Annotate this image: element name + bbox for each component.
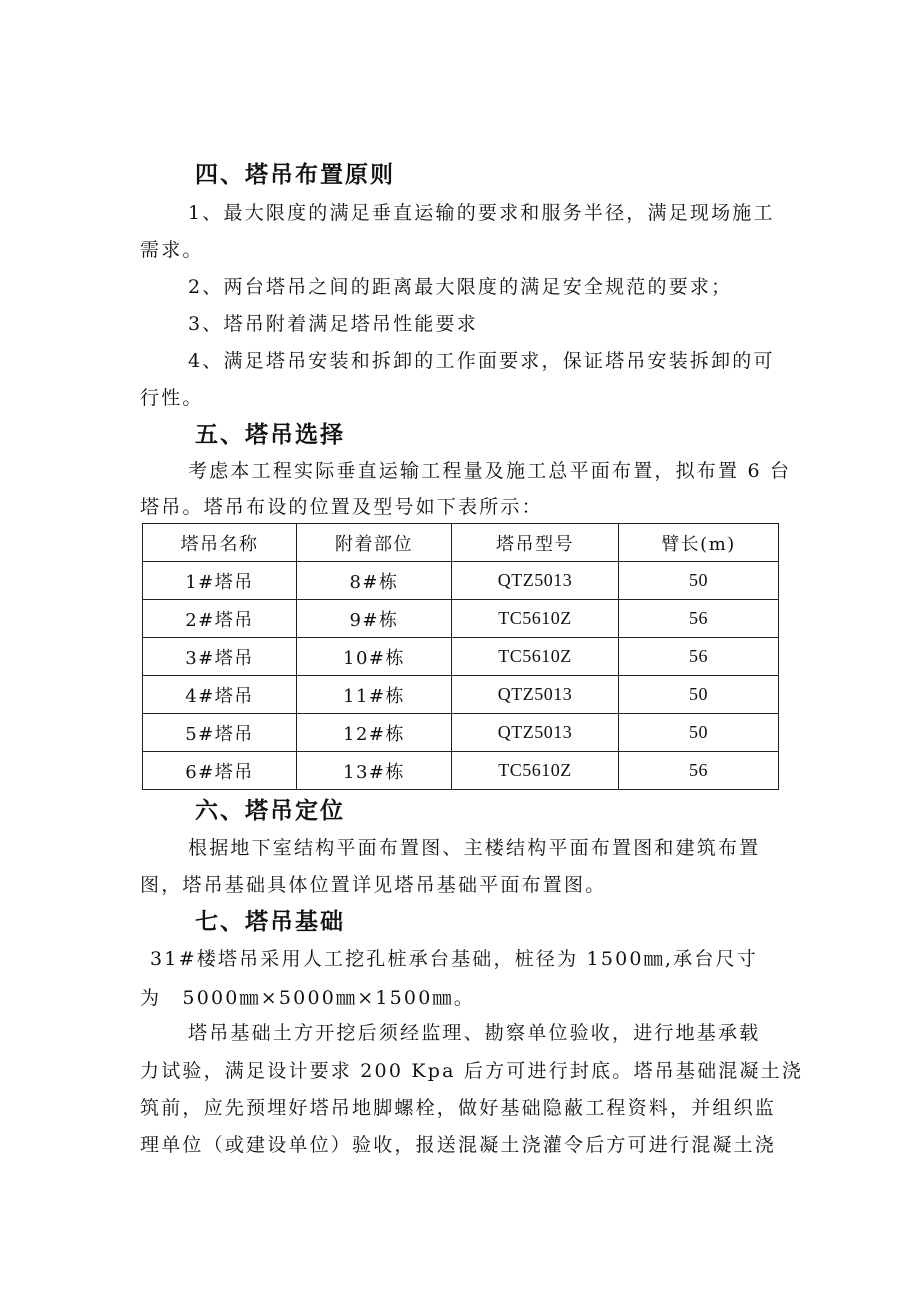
cell-crane-model: QTZ5013 — [452, 714, 619, 752]
s5-paragraph-1-line-1: 考虑本工程实际垂直运输工程量及施工总平面布置，拟布置 6 台 — [188, 460, 792, 482]
cell-crane-name: 6#塔吊 — [143, 752, 297, 790]
s7-paragraph-2-line-3: 筑前，应先预埋好塔吊地脚螺栓，做好基础隐蔽工程资料，并组织监 — [140, 1097, 777, 1119]
cell-crane-name: 1#塔吊 — [143, 562, 297, 600]
section-6-heading: 六、塔吊定位 — [195, 798, 345, 824]
cell-boom-length: 50 — [619, 676, 779, 714]
cell-boom-length: 56 — [619, 752, 779, 790]
s7-paragraph-2-line-1: 塔吊基础土方开挖后须经监理、勘察单位验收，进行地基承载 — [188, 1022, 761, 1044]
s4-paragraph-1-line-1: 1、最大限度的满足垂直运输的要求和服务半径，满足现场施工 — [188, 202, 775, 224]
cell-crane-model: QTZ5013 — [452, 562, 619, 600]
header-crane-model: 塔吊型号 — [452, 524, 619, 562]
cell-attach-location: 10#栋 — [297, 638, 452, 676]
header-attach-location: 附着部位 — [297, 524, 452, 562]
cell-boom-length: 50 — [619, 562, 779, 600]
cell-crane-model: TC5610Z — [452, 638, 619, 676]
header-crane-name: 塔吊名称 — [143, 524, 297, 562]
cell-attach-location: 9#栋 — [297, 600, 452, 638]
cell-crane-model: TC5610Z — [452, 600, 619, 638]
s7-paragraph-1-line-1: 31#楼塔吊采用人工挖孔桩承台基础，桩径为 1500㎜,承台尺寸 — [150, 948, 758, 970]
cell-crane-model: QTZ5013 — [452, 676, 619, 714]
cell-boom-length: 56 — [619, 600, 779, 638]
cell-attach-location: 11#栋 — [297, 676, 452, 714]
section-7-heading: 七、塔吊基础 — [195, 909, 345, 935]
header-boom-length: 臂长(m) — [619, 524, 779, 562]
table-row — [143, 600, 779, 638]
s4-paragraph-2: 2、两台塔吊之间的距离最大限度的满足安全规范的要求； — [188, 276, 733, 298]
section-5-heading: 五、塔吊选择 — [195, 422, 345, 448]
cell-attach-location: 12#栋 — [297, 714, 452, 752]
cell-attach-location: 8#栋 — [297, 562, 452, 600]
cell-crane-model: TC5610Z — [452, 752, 619, 790]
table-row — [143, 752, 779, 790]
table-row — [143, 676, 779, 714]
s7-paragraph-1-line-2: 为 5000㎜×5000㎜×1500㎜。 — [140, 987, 475, 1009]
s4-paragraph-4-line-2: 行性。 — [140, 387, 204, 409]
s6-paragraph-1-line-1: 根据地下室结构平面布置图、主楼结构平面布置图和建筑布置 — [188, 837, 761, 859]
table-row — [143, 638, 779, 676]
table-row — [143, 562, 779, 600]
cell-boom-length: 50 — [619, 714, 779, 752]
cell-crane-name: 2#塔吊 — [143, 600, 297, 638]
table-header-row — [143, 524, 779, 562]
s7-paragraph-2-line-4: 理单位（或建设单位）验收，报送混凝土浇灌令后方可进行混凝土浇 — [140, 1134, 777, 1156]
s6-paragraph-1-line-2: 图，塔吊基础具体位置详见塔吊基础平面布置图。 — [140, 874, 607, 896]
s4-paragraph-3: 3、塔吊附着满足塔吊性能要求 — [188, 313, 478, 335]
s4-paragraph-1-line-2: 需求。 — [140, 239, 204, 261]
s5-paragraph-1-line-2: 塔吊。塔吊布设的位置及型号如下表所示： — [140, 496, 543, 518]
table-row — [143, 714, 779, 752]
s7-paragraph-2-line-2: 力试验，满足设计要求 200 Kpa 后方可进行封底。塔吊基础混凝土浇 — [140, 1060, 804, 1082]
cell-crane-name: 3#塔吊 — [143, 638, 297, 676]
section-4-heading: 四、塔吊布置原则 — [195, 162, 395, 188]
s4-paragraph-4-line-1: 4、满足塔吊安装和拆卸的工作面要求，保证塔吊安装拆卸的可 — [188, 350, 775, 372]
cell-attach-location: 13#栋 — [297, 752, 452, 790]
tower-crane-table — [142, 523, 779, 790]
cell-boom-length: 56 — [619, 638, 779, 676]
cell-crane-name: 4#塔吊 — [143, 676, 297, 714]
cell-crane-name: 5#塔吊 — [143, 714, 297, 752]
